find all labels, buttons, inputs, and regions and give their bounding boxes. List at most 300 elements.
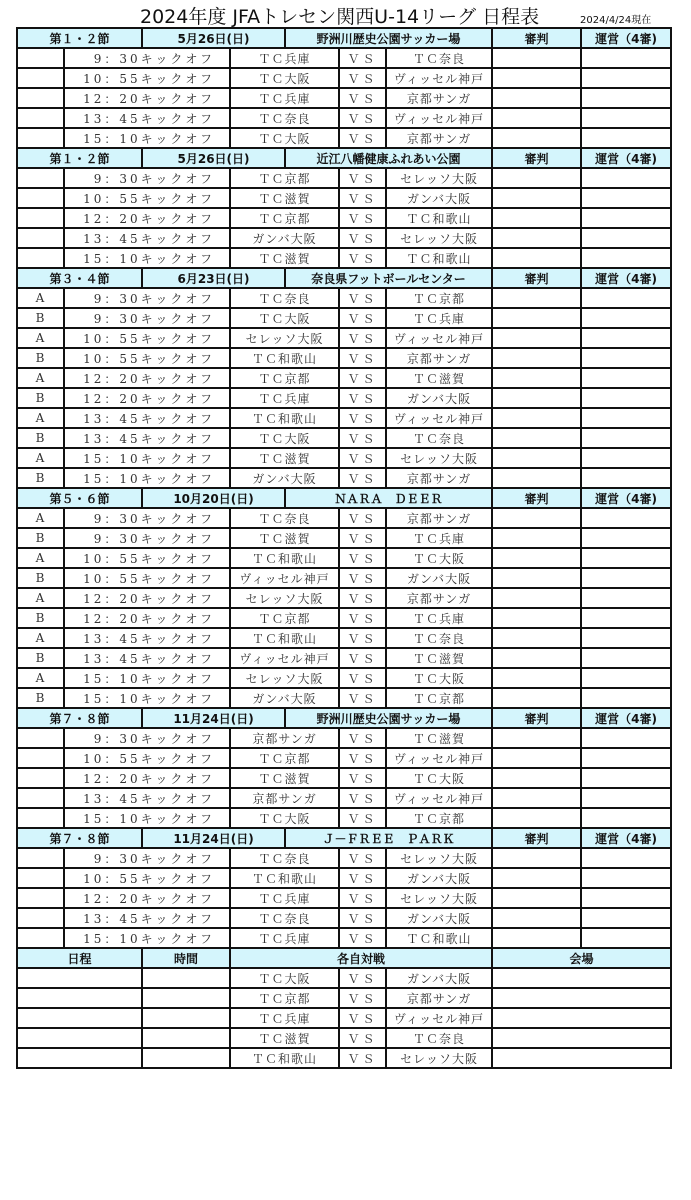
match-row [17, 408, 671, 428]
home-team: ＴＣ滋賀 [230, 248, 339, 268]
away-team: ガンバ大阪 [386, 568, 492, 588]
group-label [17, 188, 64, 208]
venue-name: 野洲川歴史公園サッカー場 [285, 708, 492, 728]
venue-name: Ｊ－ＦＲＥＥ ＰＡＲＫ [285, 828, 492, 848]
match-row [17, 548, 671, 568]
vs-label: ＶＳ [339, 408, 386, 428]
match-row [17, 448, 671, 468]
match-row [17, 48, 671, 68]
operations-cell [581, 328, 671, 348]
operations-cell [581, 908, 671, 928]
match-date: 10月20日(日) [142, 488, 285, 508]
away-team: ヴィッセル神戸 [386, 1008, 492, 1028]
vs-label: ＶＳ [339, 908, 386, 928]
group-label [17, 868, 64, 888]
referee-cell [492, 88, 581, 108]
vs-label: ＶＳ [339, 808, 386, 828]
operations-cell [581, 188, 671, 208]
match-row [17, 908, 671, 928]
away-team: ガンバ大阪 [386, 908, 492, 928]
operations-cell [581, 848, 671, 868]
referee-cell [492, 368, 581, 388]
group-label: B [17, 568, 64, 588]
vs-label: ＶＳ [339, 1028, 386, 1048]
home-team: ＴＣ兵庫 [230, 1008, 339, 1028]
match-date: 5月26日(日) [142, 28, 285, 48]
venue-header: 会場 [492, 948, 671, 968]
away-team: ガンバ大阪 [386, 188, 492, 208]
away-team: ＴＣ兵庫 [386, 608, 492, 628]
match-row [17, 468, 671, 488]
operations-header: 運営（4審) [581, 268, 671, 288]
home-team: ＴＣ奈良 [230, 108, 339, 128]
operations-cell [581, 508, 671, 528]
match-row [17, 688, 671, 708]
operations-header: 運営（4審) [581, 488, 671, 508]
venue-cell [492, 1028, 671, 1048]
venue-name: 奈良県フットボールセンター [285, 268, 492, 288]
referee-cell [492, 908, 581, 928]
away-team: ヴィッセル神戸 [386, 328, 492, 348]
home-team: ＴＣ滋賀 [230, 528, 339, 548]
referee-cell [492, 748, 581, 768]
referee-cell [492, 888, 581, 908]
schedule-sheet [16, 27, 670, 1069]
vs-label: ＶＳ [339, 628, 386, 648]
operations-cell [581, 608, 671, 628]
kickoff-time: 13：45キックオフ [64, 108, 230, 128]
time-cell [142, 1008, 230, 1028]
away-team: ＴＣ大阪 [386, 668, 492, 688]
operations-cell [581, 688, 671, 708]
vs-label: ＶＳ [339, 248, 386, 268]
vs-label: ＶＳ [339, 748, 386, 768]
operations-cell [581, 248, 671, 268]
referee-cell [492, 388, 581, 408]
section-header [17, 148, 671, 168]
section-header [17, 28, 671, 48]
away-team: ＴＣ奈良 [386, 48, 492, 68]
home-team: ＴＣ大阪 [230, 968, 339, 988]
venue-name: ＮＡＲＡ ＤＥＥＲ [285, 488, 492, 508]
home-team: ＴＣ京都 [230, 368, 339, 388]
referee-cell [492, 428, 581, 448]
section-header [17, 488, 671, 508]
away-team: 京都サンガ [386, 468, 492, 488]
home-team: ＴＣ奈良 [230, 908, 339, 928]
referee-cell [492, 848, 581, 868]
away-team: ＴＣ和歌山 [386, 248, 492, 268]
schedule-cell [17, 1028, 142, 1048]
match-row [17, 528, 671, 548]
operations-header: 運営（4審) [581, 148, 671, 168]
kickoff-time: 12：20キックオフ [64, 208, 230, 228]
away-team: ヴィッセル神戸 [386, 68, 492, 88]
group-label: A [17, 628, 64, 648]
venue-cell [492, 988, 671, 1008]
kickoff-time: 13：45キックオフ [64, 908, 230, 928]
kickoff-time: 9：30キックオフ [64, 48, 230, 68]
group-label [17, 808, 64, 828]
away-team: ＴＣ京都 [386, 808, 492, 828]
vs-label: ＶＳ [339, 308, 386, 328]
group-label: B [17, 348, 64, 368]
vs-label: ＶＳ [339, 168, 386, 188]
vs-label: ＶＳ [339, 668, 386, 688]
operations-cell [581, 548, 671, 568]
vs-label: ＶＳ [339, 468, 386, 488]
referee-cell [492, 688, 581, 708]
vs-label: ＶＳ [339, 888, 386, 908]
referee-cell [492, 228, 581, 248]
home-team: ＴＣ大阪 [230, 428, 339, 448]
vs-label: ＶＳ [339, 348, 386, 368]
time-cell [142, 1048, 230, 1068]
vs-label: ＶＳ [339, 288, 386, 308]
away-team: ＴＣ大阪 [386, 768, 492, 788]
home-team: ＴＣ京都 [230, 988, 339, 1008]
venue-name: 野洲川歴史公園サッカー場 [285, 28, 492, 48]
match-row [17, 68, 671, 88]
venue-name: 近江八幡健康ふれあい公園 [285, 148, 492, 168]
kickoff-time: 9：30キックオフ [64, 728, 230, 748]
schedule-header: 日程 [17, 948, 142, 968]
vs-label: ＶＳ [339, 188, 386, 208]
section-header [17, 828, 671, 848]
home-team: ＴＣ大阪 [230, 308, 339, 328]
home-team: ＴＣ和歌山 [230, 348, 339, 368]
vs-label: ＶＳ [339, 208, 386, 228]
individual-match-row [17, 1028, 671, 1048]
home-team: ＴＣ和歌山 [230, 868, 339, 888]
away-team: ＴＣ京都 [386, 688, 492, 708]
match-row [17, 568, 671, 588]
operations-cell [581, 528, 671, 548]
referee-cell [492, 328, 581, 348]
match-row [17, 608, 671, 628]
referee-cell [492, 868, 581, 888]
group-label [17, 68, 64, 88]
kickoff-time: 15：10キックオフ [64, 928, 230, 948]
kickoff-time: 13：45キックオフ [64, 628, 230, 648]
group-label: A [17, 368, 64, 388]
match-row [17, 888, 671, 908]
kickoff-time: 13：45キックオフ [64, 428, 230, 448]
vs-label: ＶＳ [339, 48, 386, 68]
kickoff-time: 15：10キックオフ [64, 128, 230, 148]
kickoff-time: 13：45キックオフ [64, 788, 230, 808]
referee-cell [492, 168, 581, 188]
group-label [17, 108, 64, 128]
operations-cell [581, 568, 671, 588]
operations-cell [581, 428, 671, 448]
round-label: 第７・８節 [17, 828, 142, 848]
operations-cell [581, 108, 671, 128]
group-label [17, 48, 64, 68]
away-team: セレッソ大阪 [386, 1048, 492, 1068]
kickoff-time: 12：20キックオフ [64, 888, 230, 908]
vs-label: ＶＳ [339, 1008, 386, 1028]
kickoff-time: 12：20キックオフ [64, 88, 230, 108]
referee-cell [492, 308, 581, 328]
match-row [17, 508, 671, 528]
home-team: ＴＣ和歌山 [230, 1048, 339, 1068]
away-team: ガンバ大阪 [386, 868, 492, 888]
referee-cell [492, 128, 581, 148]
group-label: B [17, 608, 64, 628]
page-title: 2024年度 JFAトレセン関西U-14リーグ 日程表 [140, 6, 540, 28]
referee-cell [492, 808, 581, 828]
match-date: 6月23日(日) [142, 268, 285, 288]
vs-label: ＶＳ [339, 928, 386, 948]
group-label [17, 768, 64, 788]
home-team: ＴＣ和歌山 [230, 408, 339, 428]
round-label: 第７・８節 [17, 708, 142, 728]
match-row [17, 928, 671, 948]
kickoff-time: 13：45キックオフ [64, 408, 230, 428]
away-team: ガンバ大阪 [386, 388, 492, 408]
time-cell [142, 988, 230, 1008]
schedule-cell [17, 988, 142, 1008]
vs-label: ＶＳ [339, 1048, 386, 1068]
vs-label: ＶＳ [339, 528, 386, 548]
match-row [17, 88, 671, 108]
vs-label: ＶＳ [339, 648, 386, 668]
away-team: 京都サンガ [386, 128, 492, 148]
away-team: ＴＣ兵庫 [386, 528, 492, 548]
kickoff-time: 9：30キックオフ [64, 848, 230, 868]
home-team: ＴＣ滋賀 [230, 768, 339, 788]
individual-body [17, 948, 671, 1068]
operations-cell [581, 888, 671, 908]
venue-cell [492, 1008, 671, 1028]
time-cell [142, 1028, 230, 1048]
operations-cell [581, 668, 671, 688]
home-team: セレッソ大阪 [230, 668, 339, 688]
referee-header: 審判 [492, 148, 581, 168]
away-team: ヴィッセル神戸 [386, 408, 492, 428]
referee-cell [492, 448, 581, 468]
schedule-cell [17, 1008, 142, 1028]
away-team: セレッソ大阪 [386, 888, 492, 908]
group-label [17, 748, 64, 768]
referee-cell [492, 208, 581, 228]
away-team: 京都サンガ [386, 588, 492, 608]
vs-label: ＶＳ [339, 848, 386, 868]
group-label: A [17, 408, 64, 428]
group-label [17, 228, 64, 248]
referee-cell [492, 788, 581, 808]
vs-label: ＶＳ [339, 368, 386, 388]
section-header [17, 708, 671, 728]
kickoff-time: 10：55キックオフ [64, 68, 230, 88]
home-team: ＴＣ兵庫 [230, 88, 339, 108]
operations-cell [581, 628, 671, 648]
matchups-header: 各自対戦 [230, 948, 492, 968]
match-row [17, 328, 671, 348]
group-label: B [17, 648, 64, 668]
referee-cell [492, 508, 581, 528]
away-team: ＴＣ滋賀 [386, 648, 492, 668]
home-team: ヴィッセル神戸 [230, 568, 339, 588]
vs-label: ＶＳ [339, 568, 386, 588]
kickoff-time: 12：20キックオフ [64, 368, 230, 388]
group-label: B [17, 308, 64, 328]
match-row [17, 628, 671, 648]
match-row [17, 228, 671, 248]
match-row [17, 788, 671, 808]
kickoff-time: 15：10キックオフ [64, 448, 230, 468]
home-team: ＴＣ和歌山 [230, 628, 339, 648]
group-label [17, 908, 64, 928]
group-label [17, 928, 64, 948]
venue-cell [492, 968, 671, 988]
vs-label: ＶＳ [339, 448, 386, 468]
home-team: ＴＣ大阪 [230, 68, 339, 88]
referee-cell [492, 588, 581, 608]
referee-cell [492, 728, 581, 748]
home-team: ガンバ大阪 [230, 228, 339, 248]
kickoff-time: 10：55キックオフ [64, 568, 230, 588]
group-label: B [17, 388, 64, 408]
home-team: ＴＣ京都 [230, 168, 339, 188]
time-header: 時間 [142, 948, 230, 968]
referee-cell [492, 108, 581, 128]
kickoff-time: 15：10キックオフ [64, 808, 230, 828]
home-team: ＴＣ大阪 [230, 808, 339, 828]
individual-header [17, 948, 671, 968]
operations-cell [581, 228, 671, 248]
kickoff-time: 12：20キックオフ [64, 768, 230, 788]
home-team: ＴＣ兵庫 [230, 388, 339, 408]
vs-label: ＶＳ [339, 788, 386, 808]
operations-cell [581, 808, 671, 828]
referee-cell [492, 768, 581, 788]
vs-label: ＶＳ [339, 968, 386, 988]
vs-label: ＶＳ [339, 608, 386, 628]
referee-cell [492, 288, 581, 308]
vs-label: ＶＳ [339, 548, 386, 568]
away-team: 京都サンガ [386, 988, 492, 1008]
away-team: ヴィッセル神戸 [386, 108, 492, 128]
away-team: ＴＣ奈良 [386, 1028, 492, 1048]
referee-cell [492, 188, 581, 208]
vs-label: ＶＳ [339, 388, 386, 408]
kickoff-time: 10：55キックオフ [64, 548, 230, 568]
home-team: ＴＣ兵庫 [230, 48, 339, 68]
home-team: ガンバ大阪 [230, 468, 339, 488]
kickoff-time: 9：30キックオフ [64, 168, 230, 188]
vs-label: ＶＳ [339, 68, 386, 88]
operations-cell [581, 388, 671, 408]
individual-match-row [17, 988, 671, 1008]
kickoff-time: 9：30キックオフ [64, 308, 230, 328]
schedule-cell [17, 968, 142, 988]
away-team: ヴィッセル神戸 [386, 788, 492, 808]
operations-cell [581, 648, 671, 668]
group-label: A [17, 508, 64, 528]
home-team: セレッソ大阪 [230, 588, 339, 608]
vs-label: ＶＳ [339, 428, 386, 448]
kickoff-time: 10：55キックオフ [64, 868, 230, 888]
operations-cell [581, 128, 671, 148]
match-row [17, 308, 671, 328]
group-label [17, 888, 64, 908]
referee-header: 審判 [492, 268, 581, 288]
round-label: 第３・４節 [17, 268, 142, 288]
vs-label: ＶＳ [339, 728, 386, 748]
away-team: ＴＣ滋賀 [386, 728, 492, 748]
away-team: 京都サンガ [386, 508, 492, 528]
away-team: ＴＣ大阪 [386, 548, 492, 568]
kickoff-time: 9：30キックオフ [64, 528, 230, 548]
match-row [17, 808, 671, 828]
group-label: B [17, 468, 64, 488]
individual-match-row [17, 968, 671, 988]
home-team: ＴＣ奈良 [230, 848, 339, 868]
group-label [17, 248, 64, 268]
kickoff-time: 15：10キックオフ [64, 688, 230, 708]
group-label: A [17, 288, 64, 308]
individual-match-row [17, 1008, 671, 1028]
match-row [17, 648, 671, 668]
away-team: ヴィッセル神戸 [386, 748, 492, 768]
operations-header: 運営（4審) [581, 28, 671, 48]
operations-cell [581, 68, 671, 88]
home-team: セレッソ大阪 [230, 328, 339, 348]
kickoff-time: 15：10キックオフ [64, 468, 230, 488]
group-label: A [17, 668, 64, 688]
away-team: ＴＣ京都 [386, 288, 492, 308]
operations-cell [581, 788, 671, 808]
kickoff-time: 13：45キックオフ [64, 228, 230, 248]
home-team: ＴＣ滋賀 [230, 448, 339, 468]
away-team: セレッソ大阪 [386, 228, 492, 248]
referee-header: 審判 [492, 708, 581, 728]
home-team: ＴＣ滋賀 [230, 1028, 339, 1048]
operations-cell [581, 288, 671, 308]
group-label [17, 168, 64, 188]
match-row [17, 388, 671, 408]
home-team: 京都サンガ [230, 788, 339, 808]
operations-cell [581, 348, 671, 368]
referee-cell [492, 548, 581, 568]
referee-header: 審判 [492, 28, 581, 48]
match-row [17, 348, 671, 368]
group-label: A [17, 448, 64, 468]
referee-cell [492, 648, 581, 668]
group-label: B [17, 528, 64, 548]
referee-cell [492, 628, 581, 648]
away-team: セレッソ大阪 [386, 168, 492, 188]
venue-cell [492, 1048, 671, 1068]
section-header [17, 268, 671, 288]
vs-label: ＶＳ [339, 588, 386, 608]
vs-label: ＶＳ [339, 768, 386, 788]
operations-cell [581, 48, 671, 68]
match-row [17, 168, 671, 188]
away-team: 京都サンガ [386, 348, 492, 368]
match-row [17, 868, 671, 888]
vs-label: ＶＳ [339, 508, 386, 528]
vs-label: ＶＳ [339, 328, 386, 348]
operations-cell [581, 768, 671, 788]
group-label [17, 88, 64, 108]
vs-label: ＶＳ [339, 88, 386, 108]
home-team: ＴＣ奈良 [230, 508, 339, 528]
group-label: B [17, 688, 64, 708]
kickoff-time: 10：55キックオフ [64, 188, 230, 208]
